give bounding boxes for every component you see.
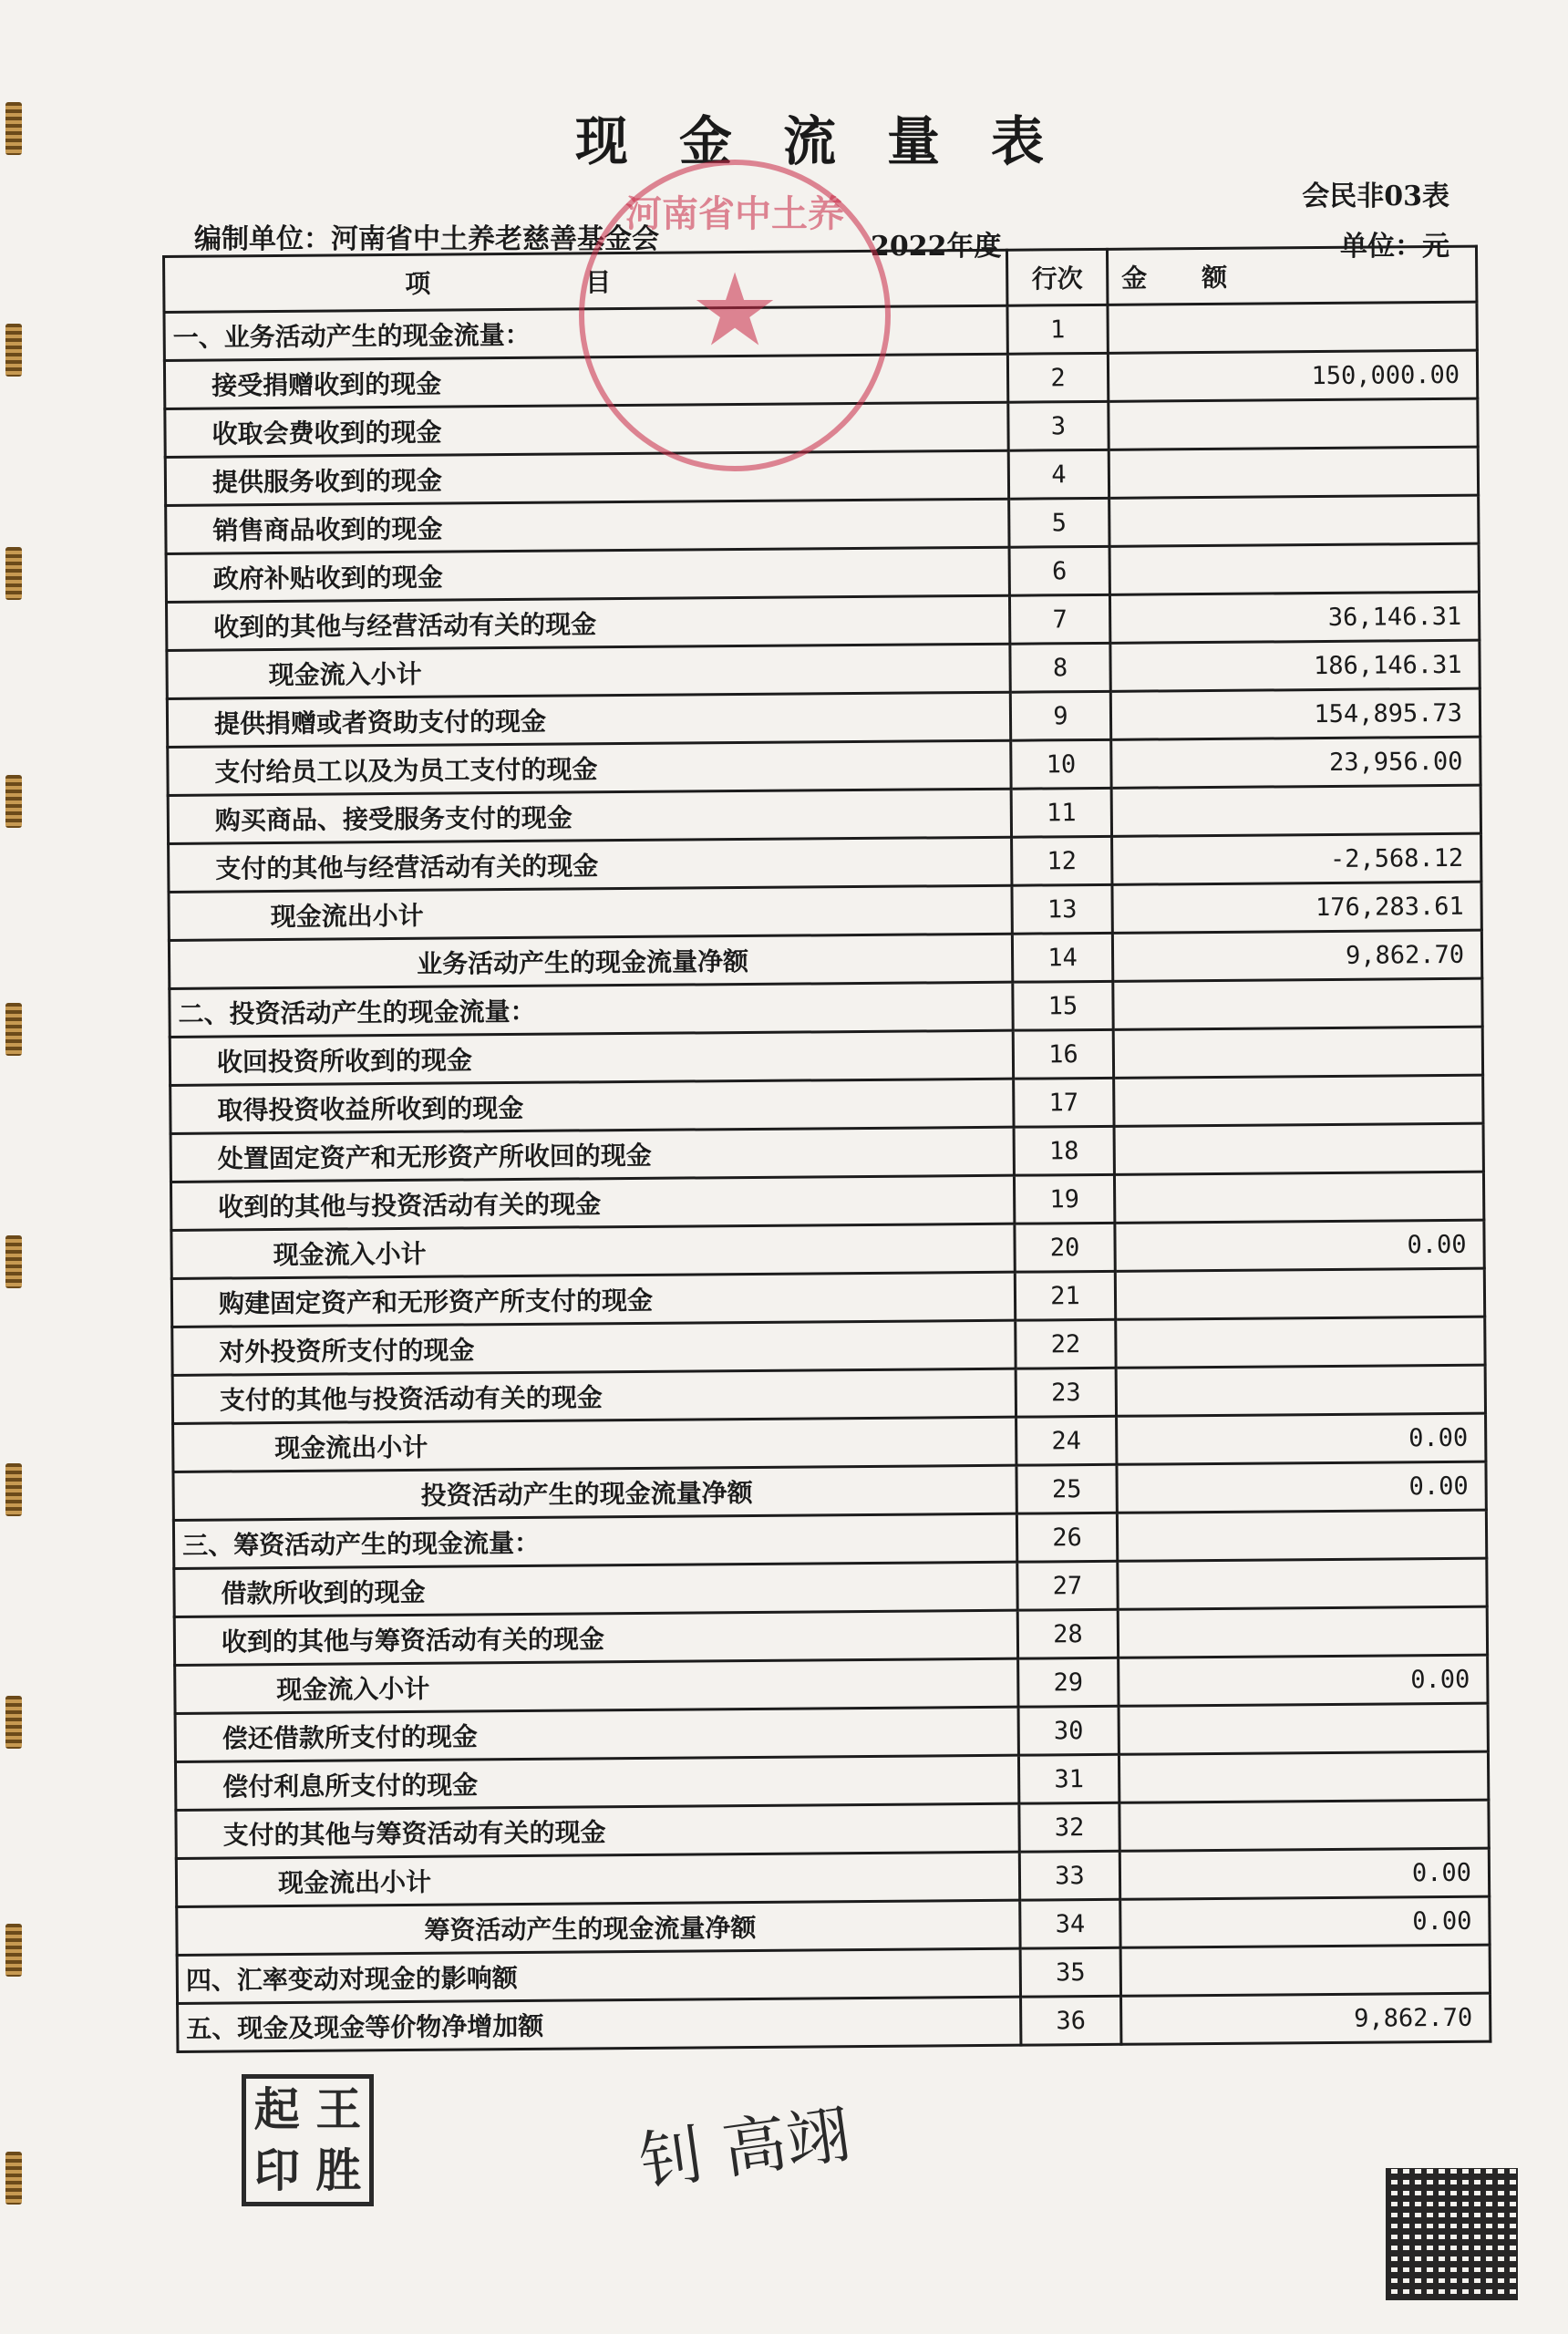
seal-char: 印 [253,2143,300,2198]
row-line-number: 28 [1017,1609,1118,1658]
binding-mark [5,2152,22,2205]
row-amount: 0.00 [1119,1655,1488,1706]
row-amount [1119,1751,1488,1802]
row-amount [1114,1123,1483,1174]
row-amount [1114,1075,1483,1126]
row-item: 偿还借款所支付的现金 [175,1707,1018,1761]
row-line-number: 14 [1012,933,1112,982]
personal-seal [242,2074,374,2206]
row-amount: 0.00 [1117,1461,1486,1513]
row-item: 支付的其他与经营活动有关的现金 [169,837,1012,892]
row-line-number: 31 [1018,1754,1119,1803]
seal-char: 起 [253,2081,300,2136]
row-item: 收取会费收到的现金 [165,402,1008,457]
row-item: 收回投资所收到的现金 [170,1030,1013,1085]
row-amount [1108,302,1477,353]
unit-label: 单位：元 [1340,231,1449,263]
org-label: 编制单位：河南省中土养老慈善基金会 [194,223,659,255]
row-item: 政府补贴收到的现金 [166,547,1009,602]
row-line-number: 12 [1012,836,1112,885]
binding-mark [5,1463,22,1516]
row-amount: 0.00 [1115,1220,1484,1271]
row-item: 一、业务活动产生的现金流量： [164,305,1007,360]
row-amount: 154,895.73 [1110,688,1480,739]
row-item: 购建固定资产和无形资产所支付的现金 [171,1272,1015,1327]
row-line-number: 26 [1016,1513,1117,1562]
row-amount [1115,1268,1484,1319]
seal-char: 王 [315,2081,362,2136]
row-line-number: 7 [1009,594,1109,644]
row-amount: 0.00 [1119,1848,1489,1899]
row-line-number: 21 [1015,1271,1115,1320]
row-line-number: 27 [1017,1561,1118,1610]
row-line-number: 5 [1009,498,1109,547]
row-item: 筹资活动产生的现金流量净额 [177,1900,1020,1955]
row-item: 四、汇率变动对现金的影响额 [177,1948,1020,2003]
row-line-number: 15 [1013,981,1113,1030]
row-amount: 176,283.61 [1112,882,1481,933]
row-item: 投资活动产生的现金流量净额 [173,1465,1016,1520]
row-amount [1117,1510,1486,1561]
row-amount: 0.00 [1120,1896,1490,1947]
row-amount [1113,978,1482,1029]
row-amount [1109,495,1479,546]
row-item: 二、投资活动产生的现金流量： [170,982,1013,1037]
row-item: 五、现金及现金等价物净增加额 [178,1997,1021,2051]
row-line-number: 1 [1007,305,1108,354]
table-row [178,1993,1491,2051]
row-line-number: 34 [1020,1899,1120,1948]
row-amount [1119,1800,1489,1851]
row-item: 支付的其他与投资活动有关的现金 [172,1368,1016,1423]
header-line: 行次 [1006,249,1107,305]
row-item: 业务活动产生的现金流量净额 [169,934,1012,988]
row-item: 接受捐赠收到的现金 [164,354,1007,408]
row-line-number: 11 [1011,788,1111,837]
row-line-number: 18 [1014,1126,1114,1175]
row-item: 偿付利息所支付的现金 [175,1755,1018,1810]
row-line-number: 35 [1020,1947,1120,1997]
row-line-number: 16 [1013,1029,1113,1079]
row-line-number: 25 [1016,1464,1117,1513]
row-item: 三、筹资活动产生的现金流量： [173,1513,1016,1568]
row-amount: 9,862.70 [1112,930,1481,981]
row-amount [1113,1027,1482,1078]
table-body [164,302,1491,2051]
header-amount: 金额 [1107,246,1476,305]
row-item: 现金流出小计 [173,1417,1016,1472]
row-line-number: 8 [1010,643,1110,692]
row-amount: 150,000.00 [1108,350,1477,401]
row-amount: -2,568.12 [1112,833,1481,884]
row-line-number: 36 [1021,1996,1121,2045]
stamp-text: 河南省中土养 [625,192,844,235]
page-title: 现金流量表 [574,110,1095,172]
row-item: 收到的其他与经营活动有关的现金 [166,595,1009,650]
row-line-number: 24 [1016,1416,1117,1465]
seal-char: 胜 [315,2143,362,2198]
row-amount [1114,1172,1483,1223]
row-line-number: 4 [1008,449,1109,499]
row-line-number: 17 [1014,1078,1114,1127]
row-item: 支付的其他与筹资活动有关的现金 [176,1803,1019,1858]
row-amount [1111,785,1480,836]
row-line-number: 29 [1018,1658,1119,1707]
row-item: 收到的其他与投资活动有关的现金 [170,1175,1014,1230]
row-line-number: 13 [1012,884,1112,934]
row-line-number: 2 [1007,353,1108,402]
row-amount [1120,1945,1490,1996]
row-line-number: 6 [1009,546,1109,595]
qr-code-icon [1386,2168,1518,2300]
row-amount [1109,398,1478,449]
row-item: 提供服务收到的现金 [165,450,1008,505]
row-item: 现金流出小计 [176,1852,1019,1906]
row-amount: 186,146.31 [1110,640,1480,691]
report-year: 2022年度 [871,231,1002,263]
row-amount [1116,1365,1485,1416]
row-item: 借款所收到的现金 [174,1562,1017,1616]
row-line-number: 23 [1016,1368,1116,1417]
row-amount [1109,447,1478,498]
row-amount [1109,543,1479,594]
row-amount [1118,1606,1487,1658]
row-line-number: 20 [1015,1223,1115,1272]
row-item: 现金流入小计 [175,1658,1018,1713]
row-line-number: 30 [1018,1706,1119,1755]
row-item: 购买商品、接受服务支付的现金 [168,789,1011,843]
row-line-number: 9 [1010,691,1110,740]
binding-mark [5,1003,22,1056]
binding-mark [5,547,22,600]
star-icon: ★ [689,252,780,368]
row-amount [1118,1558,1487,1609]
row-item: 现金流入小计 [167,644,1010,698]
row-line-number: 3 [1008,401,1109,450]
binding-mark [5,775,22,828]
row-line-number: 10 [1011,739,1111,789]
row-amount [1119,1703,1488,1754]
binding-mark [5,1235,22,1288]
row-item: 销售商品收到的现金 [166,499,1009,553]
cash-flow-table-wrap [162,245,1489,2053]
row-line-number: 19 [1014,1174,1114,1224]
row-item: 处置固定资产和无形资产所收回的现金 [170,1127,1014,1182]
signature: 钊 高翊 [634,2096,855,2200]
row-item: 提供捐赠或者资助支付的现金 [167,692,1010,747]
binding-mark [5,324,22,377]
binding-mark [5,1924,22,1977]
form-code: 会民非03表 [1302,181,1449,212]
row-item: 对外投资所支付的现金 [172,1320,1016,1375]
official-stamp [579,160,891,471]
row-item: 支付给员工以及为员工支付的现金 [168,740,1011,795]
row-line-number: 22 [1016,1319,1116,1368]
row-amount: 23,956.00 [1111,737,1480,788]
row-item: 收到的其他与筹资活动有关的现金 [174,1610,1017,1665]
row-line-number: 32 [1019,1802,1119,1852]
cash-flow-table [162,245,1491,2053]
row-amount [1116,1317,1485,1368]
row-item: 现金流出小计 [169,885,1012,940]
row-amount: 0.00 [1117,1413,1486,1464]
row-item: 现金流入小计 [171,1224,1015,1278]
row-amount: 36,146.31 [1109,592,1479,643]
binding-mark [5,1696,22,1749]
row-item: 取得投资收益所收到的现金 [170,1079,1014,1133]
row-line-number: 33 [1019,1851,1119,1900]
row-amount: 9,862.70 [1121,1993,1491,2044]
header-item: 项目 [164,250,1007,312]
